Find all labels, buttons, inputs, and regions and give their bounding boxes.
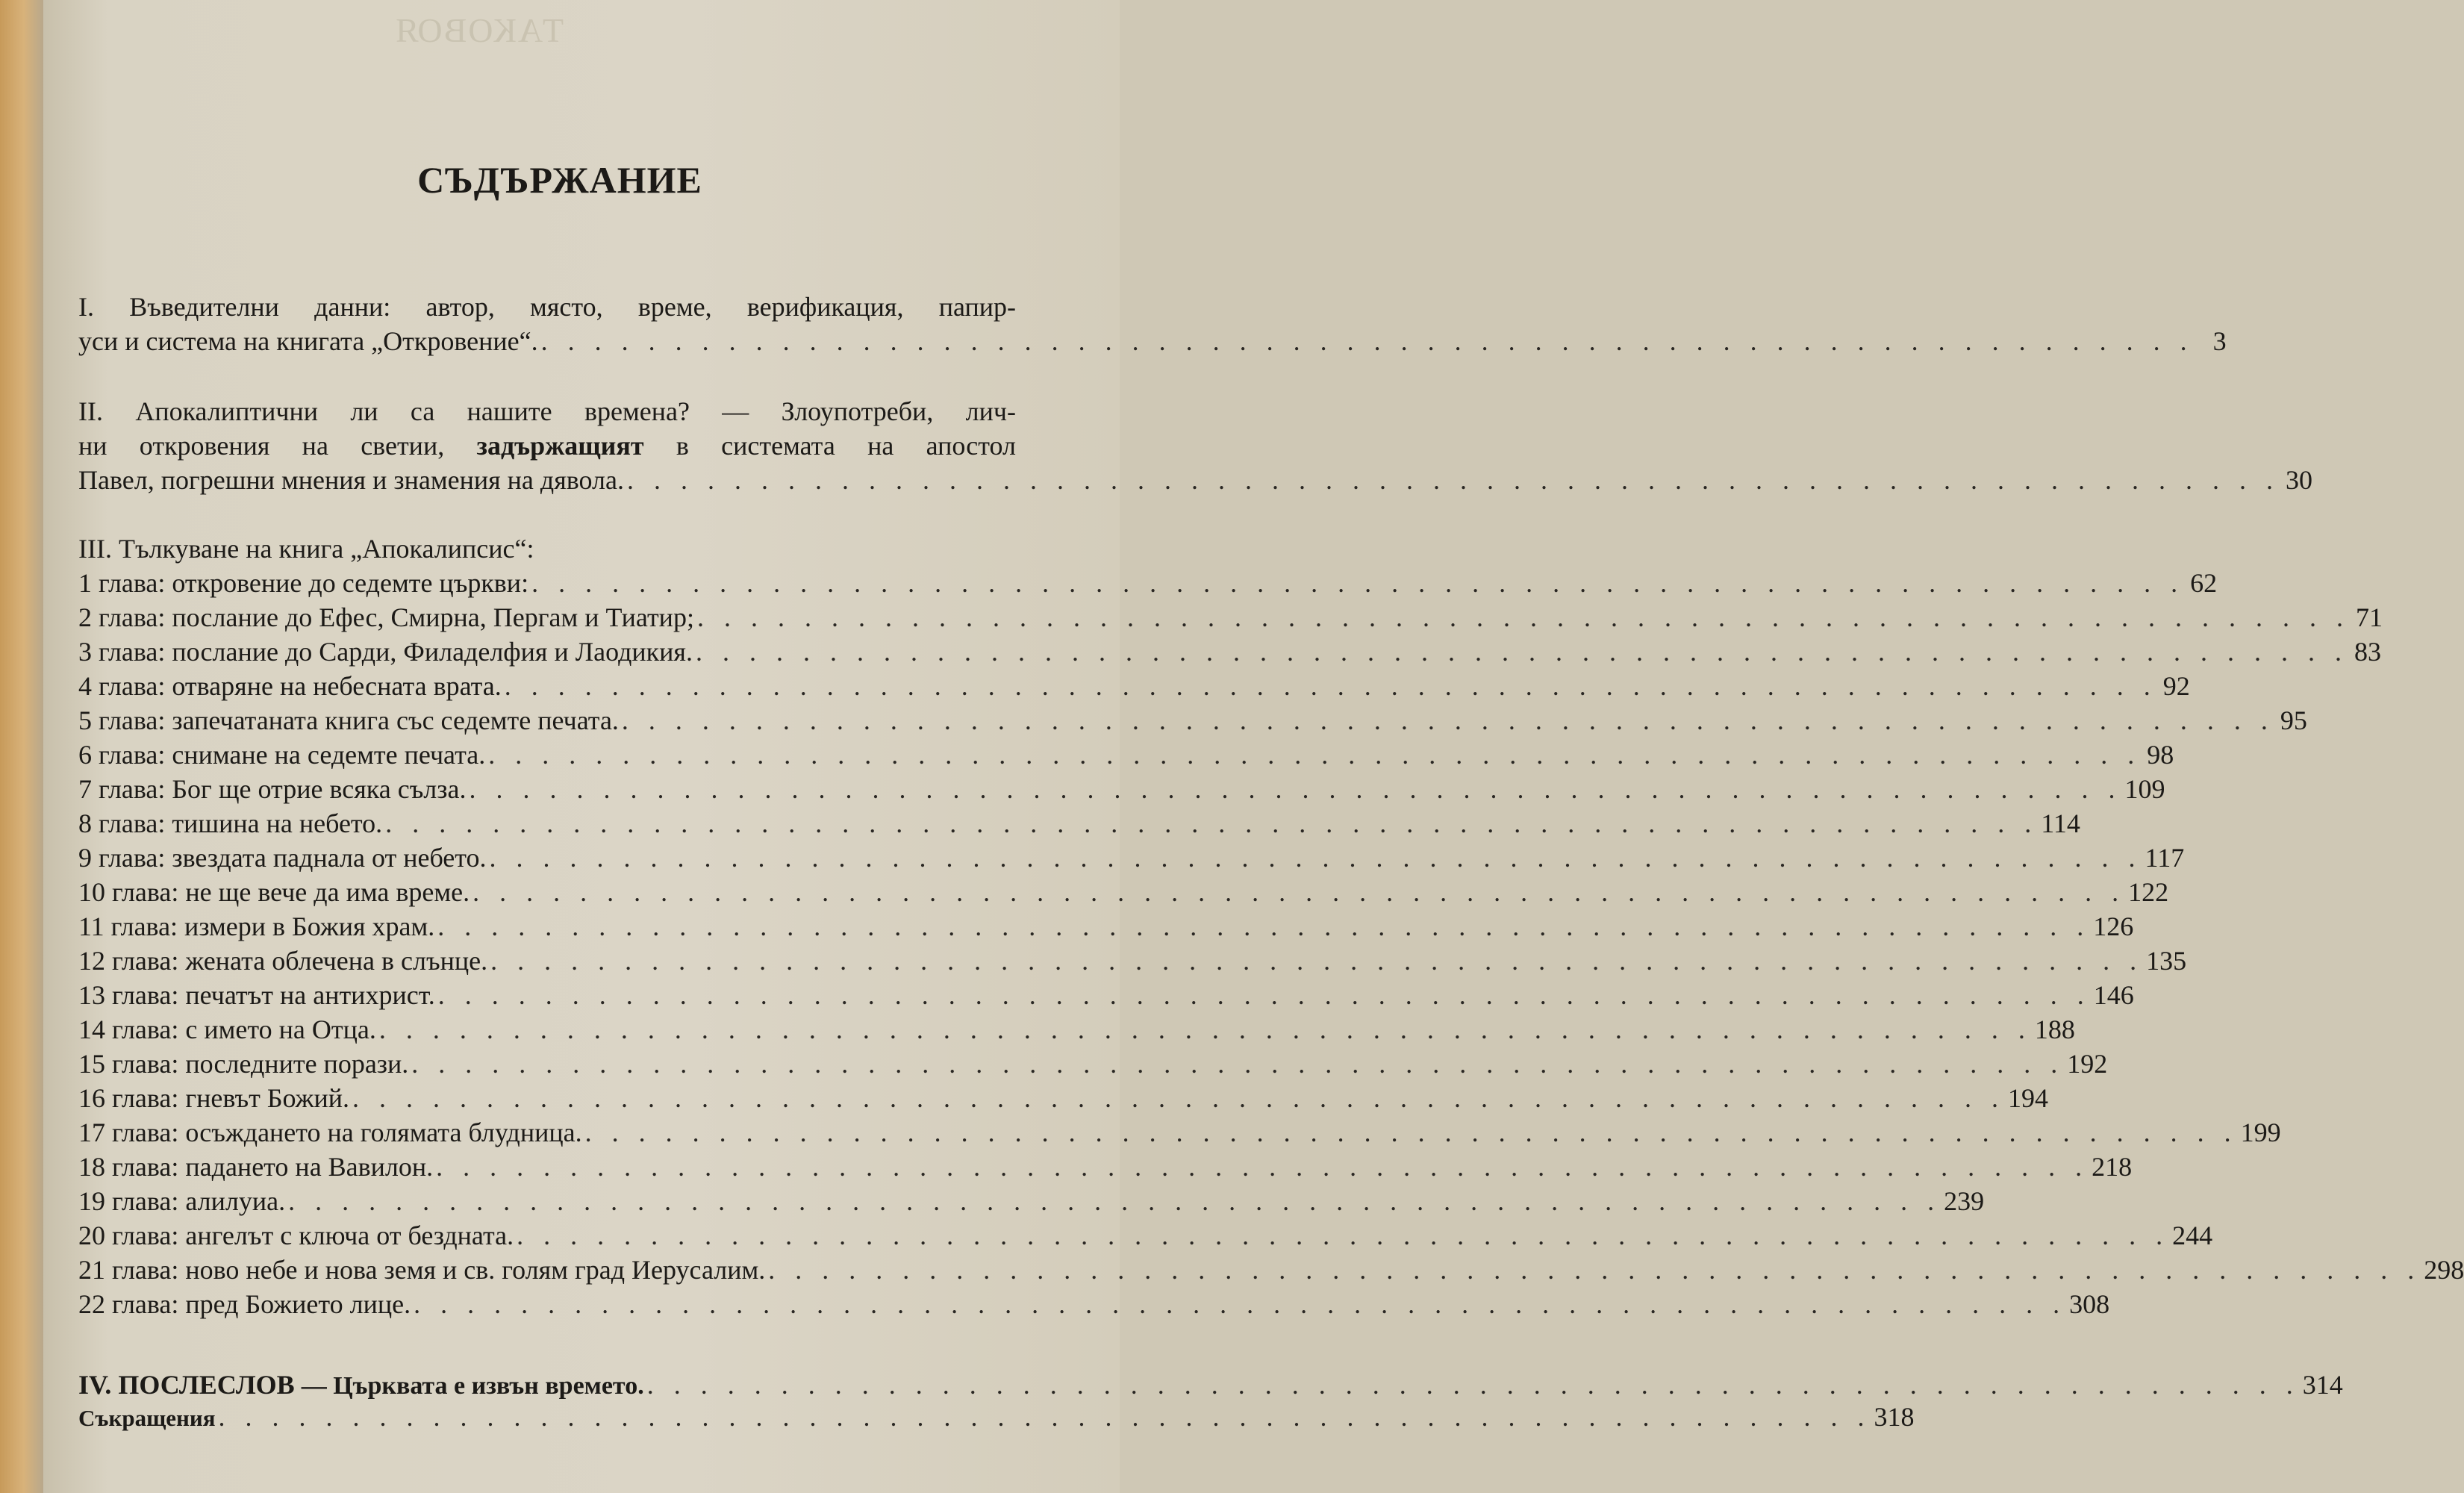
page-number: 244 bbox=[2172, 1221, 2213, 1250]
page-number: 199 bbox=[2240, 1118, 2281, 1147]
toc-chapter-entry[interactable] bbox=[78, 1081, 2049, 1115]
page-number: 126 bbox=[2093, 911, 2134, 941]
page-number: 298 bbox=[2424, 1255, 2464, 1285]
page-number: 194 bbox=[2008, 1083, 2049, 1113]
chapter-label: 21 глава: ново небе и нова земя и св. голям град Иерусалим. bbox=[78, 1255, 766, 1285]
chapter-label: 22 глава: пред Божието лице. bbox=[78, 1289, 411, 1319]
toc-chapter-entry[interactable] bbox=[78, 1012, 2075, 1047]
toc-chapter-entry[interactable] bbox=[78, 669, 2190, 703]
page-number: 135 bbox=[2146, 946, 2187, 976]
toc-section-1-line2: уси и система на книгата „Откровение“. bbox=[78, 326, 538, 356]
bold-term: задържащият bbox=[476, 431, 644, 461]
leader-dots: . . . . . . . . . . . . . . . . . . . . . . . . . . . . . . . . . . . . . . . . . . . . . . . . . . . . . . . . . . . . . . bbox=[385, 808, 2039, 838]
toc-section-2-line2 bbox=[78, 428, 1016, 463]
chapter-label: 8 глава: тишина на небето. bbox=[78, 808, 383, 838]
toc-chapter-entry[interactable] bbox=[78, 600, 2383, 635]
toc-chapter-entry[interactable] bbox=[78, 875, 2169, 909]
abbreviations-label: Съкращения bbox=[78, 1405, 216, 1431]
toc-chapter-entry[interactable] bbox=[78, 772, 2165, 806]
leader-dots: . . . . . . . . . . . . . . . . . . . . . . . . . . . . . . . . . . . . . . . . . . . . . . . . . . . . . . . . . . . . . . bbox=[627, 465, 2280, 495]
leader-dots: . . . . . . . . . . . . . . . . . . . . . . . . . . . . . . . . . . . . . . . . . . . . . . . . . . . . . . . . . . . . . . bbox=[472, 877, 2126, 907]
leader-dots: . . . . . . . . . . . . . . . . . . . . . . . . . . . . . . . . . . . . . . . . . . . . . . . . . . . . . . . . . . . . . . bbox=[437, 911, 2091, 941]
page-number: 95 bbox=[2280, 705, 2307, 735]
leader-dots: . . . . . . . . . . . . . . . . . . . . . . . . . . . . . . . . . . . . . . . . . . . . . . . . . . . . . . . . . . . . . . bbox=[437, 980, 2091, 1010]
leader-dots: . . . . . . . . . . . . . . . . . . . . . . . . . . . . . . . . . . . . . . . . . . . . . . . . . . . . . . . . . . . . . . bbox=[517, 1221, 2170, 1250]
section-4-title: IV. ПОСЛЕСЛОВ bbox=[78, 1370, 295, 1400]
leader-dots: . . . . . . . . . . . . . . . . . . . . . . . . . . . . . . . . . . . . . . . . . . . . . . . . . . . . . . . . . . . . . . bbox=[469, 774, 2122, 804]
leader-dots: . . . . . . . . . . . . . . . . . . . . . . . . . . . . . . . . . . . . . . . . . . . . . . . . . . . . . . . . . . . . . . bbox=[696, 602, 2350, 632]
leader-dots: . . . . . . . . . . . . . . . . . . . . . . . . . . . . . . . . . . . . . . . . . . . . . . . . . . . . . . . . . . . . . . bbox=[695, 637, 2348, 667]
leader-dots: . . . . . . . . . . . . . . . . . . . . . . . . . . . . . . . . . . . . . . . . . . . . . . . . . . . . . . . . . . . . . . bbox=[490, 946, 2144, 976]
toc-abbreviations-entry[interactable] bbox=[78, 1402, 1915, 1432]
leader-dots: . . . . . . . . . . . . . . . . . . . . . . . . . . . . . . . . . . . . . . . . . . . . . . . . . . . . . . . . . . . . . . bbox=[436, 1152, 2089, 1182]
page-number: 62 bbox=[2190, 568, 2218, 598]
page-number: 83 bbox=[2354, 637, 2381, 667]
toc-chapter-entry[interactable] bbox=[78, 635, 2381, 669]
chapter-label: 14 глава: с името на Отца. bbox=[78, 1014, 376, 1044]
page-number: 318 bbox=[1874, 1402, 1915, 1432]
leader-dots: . . . . . . . . . . . . . . . . . . . . . . . . . . . . . . . . . . . . . . . . . . . . . . . . . . . . . . . . . . . . . . bbox=[411, 1049, 2065, 1079]
chapter-label: 15 глава: последните порази. bbox=[78, 1049, 409, 1079]
text-run: в системата на апостол bbox=[676, 431, 1017, 461]
toc-chapter-entry[interactable] bbox=[78, 703, 2307, 738]
chapter-label: 11 глава: измери в Божия храм. bbox=[78, 911, 435, 941]
chapter-label: 12 глава: жената облечена в слънце. bbox=[78, 946, 488, 976]
leader-dots: . . . . . . . . . . . . . . . . . . . . . . . . . . . . . . . . . . . . . . . . . . . . . . . . . . . . . . . . . . . . . . bbox=[489, 843, 2142, 873]
toc-chapter-entry[interactable] bbox=[78, 1287, 2110, 1321]
toc-section-4 bbox=[78, 1368, 2343, 1432]
toc-section-2-line1: II. Апокалиптични ли са нашите времена? — Злоупотреби, лич- bbox=[78, 396, 1016, 426]
chapter-label: 4 глава: отваряне на небесната врата. bbox=[78, 671, 502, 701]
page-number: 239 bbox=[1944, 1186, 1985, 1216]
toc-section-1-entry[interactable] bbox=[78, 324, 2227, 358]
chapter-label: 13 глава: печатът на антихрист. bbox=[78, 980, 435, 1010]
page-number: 3 bbox=[2212, 326, 2227, 356]
chapter-label: 10 глава: не ще вече да има време. bbox=[78, 877, 470, 907]
toc-chapter-entry[interactable] bbox=[78, 841, 2185, 875]
page-number: 98 bbox=[2147, 740, 2174, 770]
toc-section-1-line1: I. Въведителни данни: автор, място, време, верификация, папир- bbox=[78, 292, 1016, 322]
toc-section-3 bbox=[78, 532, 2464, 1321]
toc-chapter-entry[interactable] bbox=[78, 1253, 2464, 1287]
page-number: 71 bbox=[2355, 602, 2383, 632]
page-edge bbox=[0, 0, 43, 1493]
toc-section-2-line3: Павел, погрешни мнения и знамения на дявола. bbox=[78, 465, 625, 495]
chapter-label: 3 глава: послание до Сарди, Филаделфия и Лаодикия. bbox=[78, 637, 693, 667]
toc-chapter-entry[interactable] bbox=[78, 1150, 2133, 1184]
toc-chapter-entry[interactable] bbox=[78, 944, 2187, 978]
chapter-label: 9 глава: звездата паднала от небето. bbox=[78, 843, 487, 873]
leader-dots: . . . . . . . . . . . . . . . . . . . . . . . . . . . . . . . . . . . . . . . . . . . . . . . . . . . . . . . . . . . . . . bbox=[414, 1289, 2067, 1319]
toc-chapter-entry[interactable] bbox=[78, 806, 2080, 841]
toc-chapter-entry[interactable] bbox=[78, 1115, 2281, 1150]
page-number: 146 bbox=[2093, 980, 2134, 1010]
toc-chapter-entry[interactable] bbox=[78, 978, 2134, 1012]
chapter-label: 19 глава: алилуиа. bbox=[78, 1186, 286, 1216]
leader-dots: . . . . . . . . . . . . . . . . . . . . . . . . . . . . . . . . . . . . . . . . . . . . . . . . . . . . . . . . . . . . . . bbox=[352, 1083, 2006, 1113]
page-number: 109 bbox=[2124, 774, 2165, 804]
toc-section-1 bbox=[78, 290, 2227, 358]
leader-dots: . . . . . . . . . . . . . . . . . . . . . . . . . . . . . . . . . . . . . . . . . . . . . . . . . . . . . . . . . . . . . . bbox=[488, 740, 2142, 770]
page-number: 308 bbox=[2069, 1289, 2110, 1319]
leader-dots: . . . . . . . . . . . . . . . . . . . . . . . . . . . . . . . . . . . . . . . . . . . . . . . . . . . . . . . . . . . . . . bbox=[218, 1402, 1871, 1432]
toc-section-4-entry[interactable] bbox=[78, 1368, 2343, 1402]
chapter-label: 7 глава: Бог ще отрие всяка сълза. bbox=[78, 774, 467, 804]
page-number: 92 bbox=[2162, 671, 2190, 701]
leader-dots: . . . . . . . . . . . . . . . . . . . . . . . . . . . . . . . . . . . . . . . . . . . . . . . . . . . . . . . . . . . . . . bbox=[768, 1255, 2421, 1285]
page-number: 314 bbox=[2302, 1370, 2343, 1400]
page-number: 192 bbox=[2067, 1049, 2108, 1079]
toc-chapter-entry[interactable] bbox=[78, 1218, 2213, 1253]
chapter-list bbox=[78, 566, 2464, 1321]
chapter-label: 17 глава: осъждането на голямата блудница. bbox=[78, 1118, 582, 1147]
leader-dots: . . . . . . . . . . . . . . . . . . . . . . . . . . . . . . . . . . . . . . . . . . . . . . . . . . . . . . . . . . . . . . bbox=[646, 1370, 2300, 1400]
page-title: СЪДЪРЖАНИЕ bbox=[417, 159, 702, 201]
leader-dots: . . . . . . . . . . . . . . . . . . . . . . . . . . . . . . . . . . . . . . . . . . . . . . . . . . . . . . . . . . . . . . bbox=[504, 671, 2157, 701]
chapter-label: 6 глава: снимане на седемте печата. bbox=[78, 740, 486, 770]
toc-chapter-entry[interactable] bbox=[78, 1047, 2108, 1081]
text-run: ни откровения на светии, bbox=[78, 431, 445, 461]
toc-chapter-entry[interactable] bbox=[78, 1184, 1985, 1218]
leader-dots: . . . . . . . . . . . . . . . . . . . . . . . . . . . . . . . . . . . . . . . . . . . . . . . . . . . . . . . . . . . . . . bbox=[584, 1118, 2238, 1147]
toc-section-4-label bbox=[78, 1368, 644, 1403]
page-number: 122 bbox=[2128, 877, 2169, 907]
chapter-label: 1 глава: откровение до седемте църкви: bbox=[78, 568, 529, 598]
leader-dots: . . . . . . . . . . . . . . . . . . . . . . . . . . . . . . . . . . . . . . . . . . . . . . . . . . . . . . . . . . . . . . bbox=[540, 326, 2194, 356]
page-number: 117 bbox=[2145, 843, 2185, 873]
page-number: 114 bbox=[2041, 808, 2080, 838]
chapter-label: 5 глава: запечатаната книга със седемте печата. bbox=[78, 705, 619, 735]
leader-dots: . . . . . . . . . . . . . . . . . . . . . . . . . . . . . . . . . . . . . . . . . . . . . . . . . . . . . . . . . . . . . . bbox=[378, 1014, 2032, 1044]
toc-chapter-entry[interactable] bbox=[78, 909, 2134, 944]
page-number: 188 bbox=[2034, 1014, 2075, 1044]
leader-dots: . . . . . . . . . . . . . . . . . . . . . . . . . . . . . . . . . . . . . . . . . . . . . . . . . . . . . . . . . . . . . . bbox=[531, 568, 2185, 598]
bleed-through-text: ТАКОВОЯ bbox=[394, 11, 564, 49]
chapter-label: 18 глава: падането на Вавилон. bbox=[78, 1152, 434, 1182]
toc-section-3-heading: III. Тълкуване на книга „Апокалипсис“: bbox=[78, 534, 534, 564]
section-4-subtitle: — Църквата е извън времето. bbox=[301, 1372, 644, 1400]
leader-dots: . . . . . . . . . . . . . . . . . . . . . . . . . . . . . . . . . . . . . . . . . . . . . . . . . . . . . . . . . . . . . . bbox=[621, 705, 2274, 735]
toc-chapter-entry[interactable] bbox=[78, 738, 2174, 772]
page-number: 30 bbox=[2286, 465, 2313, 495]
toc-section-2 bbox=[78, 394, 2313, 497]
chapter-label: 16 глава: гневът Божий. bbox=[78, 1083, 350, 1113]
toc-chapter-entry[interactable] bbox=[78, 566, 2218, 600]
toc-section-2-entry[interactable] bbox=[78, 463, 2313, 497]
leader-dots: . . . . . . . . . . . . . . . . . . . . . . . . . . . . . . . . . . . . . . . . . . . . . . . . . . . . . . . . . . . . . . bbox=[288, 1186, 1941, 1216]
chapter-label: 2 глава: послание до Ефес, Смирна, Пергам и Тиатир; bbox=[78, 602, 694, 632]
page-number: 218 bbox=[2092, 1152, 2133, 1182]
chapter-label: 20 глава: ангелът с ключа от бездната. bbox=[78, 1221, 514, 1250]
